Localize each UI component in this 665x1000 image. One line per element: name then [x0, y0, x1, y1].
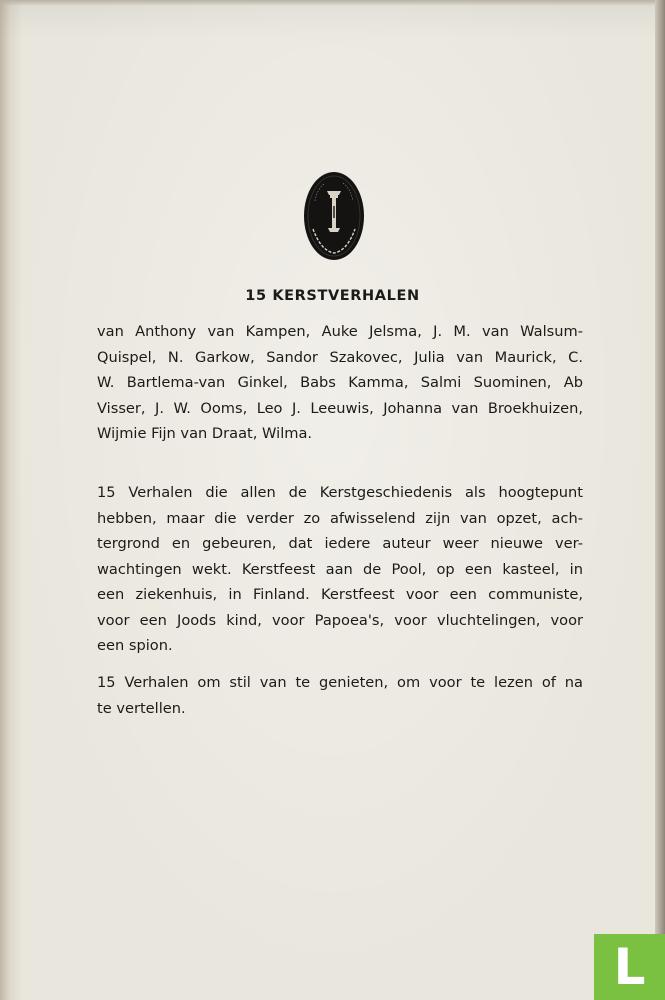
- description-line: voor een Joods kind, voor Papoea's, voor vluchtelingen, voor: [97, 611, 583, 629]
- publisher-logo-icon: [303, 171, 365, 261]
- description-line: 15 Verhalen die allen de Kerstgeschiedenis als hoogtepunt: [97, 484, 583, 501]
- description-line: wachtingen wekt. Kerstfeest aan de Pool, op een kasteel, in: [97, 560, 583, 578]
- cover-top-edge: [0, 0, 665, 6]
- authors-line: W. Bartlema-van Ginkel, Babs Kamma, Salmi Suominen, Ab: [97, 374, 583, 391]
- description-line: een spion.: [97, 637, 173, 654]
- closing-paragraph: [97, 670, 583, 721]
- badge-letter: L: [613, 938, 646, 996]
- authors-line: Visser, J. W. Ooms, Leo J. Leeuwis, Johanna van Broekhuizen,: [97, 399, 583, 417]
- cover-right-edge: [655, 0, 665, 1000]
- authors-line: van Anthony van Kampen, Auke Jelsma, J. M. van Walsum-: [97, 323, 583, 340]
- authors-line: Quispel, N. Garkow, Sandor Szakovec, Julia van Maurick, C.: [97, 348, 583, 366]
- description-line: hebben, maar die verder zo afwisselend zijn van opzet, ach-: [97, 509, 583, 527]
- description-line: een ziekenhuis, in Finland. Kerstfeest voor een communiste,: [97, 586, 583, 603]
- description-line: tergrond en gebeuren, dat iedere auteur weer nieuwe ver-: [97, 535, 583, 552]
- authors-paragraph: [97, 319, 583, 447]
- closing-line: te vertellen.: [97, 699, 186, 717]
- description-paragraph: [97, 480, 583, 659]
- authors-line: Wijmie Fijn van Draat, Wilma.: [97, 425, 313, 442]
- site-badge[interactable]: [594, 934, 665, 1000]
- book-title: 15 KERSTVERHALEN: [245, 288, 420, 304]
- closing-line: 15 Verhalen om stil van te genieten, om voor te lezen of na: [97, 674, 583, 691]
